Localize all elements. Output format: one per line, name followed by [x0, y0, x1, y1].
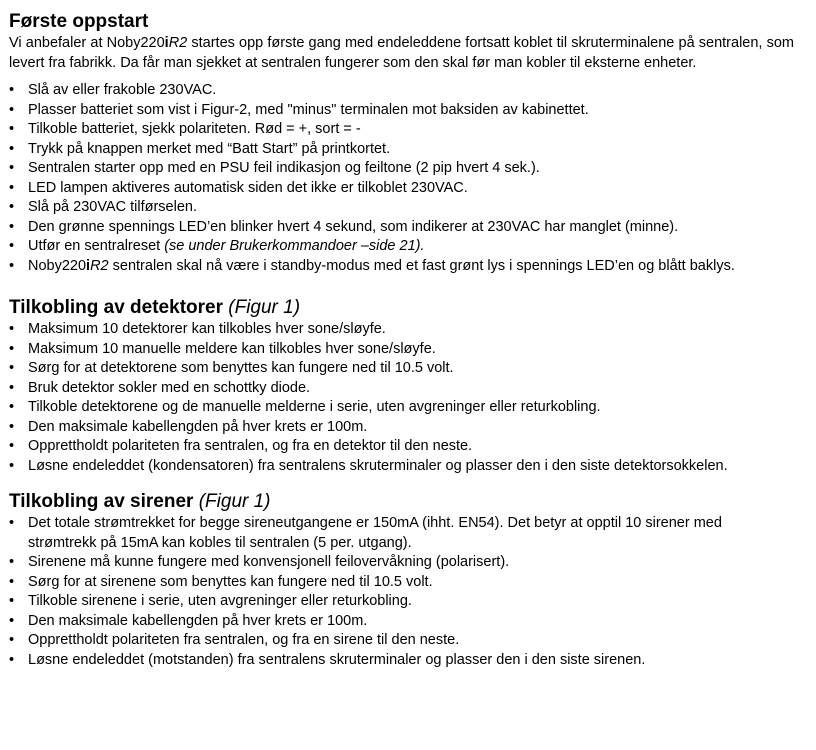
- list-item: • Maksimum 10 manuelle meldere kan tilkobles hver sone/sløyfe.: [9, 340, 794, 360]
- section-detectors: [9, 296, 794, 476]
- list-item: • Trykk på knappen merket med “Batt Start” på printkortet.: [9, 140, 794, 160]
- section-first-startup: [9, 10, 794, 276]
- model-suffix: i: [86, 257, 91, 274]
- list-item: • Løsne endeleddet (kondensatoren) fra sentralens skruterminaler og plasser den i den siste detektorsokkelen.: [9, 457, 794, 477]
- list-item: • Plasser batteriet som vist i Figur-2, med "minus" terminalen mot baksiden av kabinettet.: [9, 101, 794, 121]
- list-item: • Tilkoble batteriet, sjekk polariteten. Rød = +, sort = -: [9, 120, 794, 140]
- section-title: Første oppstart: [9, 11, 149, 32]
- list-item: • Tilkoble sirenene i serie, uten avgreninger eller returkobling.: [9, 592, 794, 612]
- section-title-text: Tilkobling av sirener: [9, 491, 199, 512]
- model-version: R2: [90, 257, 109, 274]
- intro-text: Vi anbefaler at Noby220: [9, 35, 165, 51]
- list-item: • Sirenene må kunne fungere med konvensjonell feilovervåkning (polarisert).: [9, 553, 794, 573]
- model-suffix: i: [164, 35, 169, 51]
- list-item: • Det totale strømtrekket for begge sireneutgangene er 150mA (ihht. EN54). Det betyr at opptil 10 sirener med strømtrekk på 15mA kan kobles til sentralen (5 per. utgang).: [9, 514, 794, 553]
- list-item: • Tilkoble detektorene og de manuelle melderne i serie, uten avgreninger eller returkobling.: [9, 398, 794, 418]
- section-title-text: Tilkobling av detektorer: [9, 297, 229, 318]
- list-item: • Den maksimale kabellengden på hver krets er 100m.: [9, 612, 794, 632]
- intro-paragraph: [9, 34, 794, 73]
- section-title: [9, 296, 794, 320]
- list-item: • Slå på 230VAC tilførselen.: [9, 198, 794, 218]
- list-item: • Sørg for at sirenene som benyttes kan fungere ned til 10.5 volt.: [9, 573, 794, 593]
- list-item: • Løsne endeleddet (motstanden) fra sentralens skruterminaler og plasser den i den siste sirenen.: [9, 651, 794, 671]
- list-item: [9, 237, 794, 257]
- list-item: • Den maksimale kabellengden på hver krets er 100m.: [9, 418, 794, 438]
- list-item: • Bruk detektor sokler med en schottky diode.: [9, 379, 794, 399]
- list-item: • Den grønne spennings LED’en blinker hvert 4 sekund, som indikerer at 230VAC har manglet (minne).: [9, 218, 794, 238]
- list-item: • Maksimum 10 detektorer kan tilkobles hver sone/sløyfe.: [9, 320, 794, 340]
- figure-reference: (Figur 1): [228, 297, 301, 318]
- figure-reference: (Figur 1): [198, 491, 271, 512]
- reset-reference: (se under Brukerkommandoer –side 21).: [164, 238, 425, 254]
- list-item: • Opprettholdt polariteten fra sentralen, og fra en sirene til den neste.: [9, 631, 794, 651]
- standby-text: Noby220: [28, 257, 87, 274]
- intro-text-rest: startes opp første gang med endeleddene fortsatt koblet til skruterminalene på sentralen, som levert fra fabrikk. Da får man sjekket at sentralen fungerer som den skal før man kobler til eksterne enheter.: [9, 35, 794, 71]
- list-item: • Sørg for at detektorene som benyttes kan fungere ned til 10.5 volt.: [9, 359, 794, 379]
- section-title: [9, 490, 794, 514]
- siren-list: [9, 514, 794, 670]
- list-item: • Slå av eller frakoble 230VAC.: [9, 81, 794, 101]
- list-item: • Opprettholdt polariteten fra sentralen, og fra en detektor til den neste.: [9, 437, 794, 457]
- list-item: • LED lampen aktiveres automatisk siden det ikke er tilkoblet 230VAC.: [9, 179, 794, 199]
- list-item: • Sentralen starter opp med en PSU feil indikasjon og feiltone (2 pip hvert 4 sek.).: [9, 159, 794, 179]
- detector-list: [9, 320, 794, 476]
- list-item: [9, 257, 794, 277]
- section-sirens: [9, 490, 794, 670]
- startup-steps-list: [9, 81, 794, 276]
- reset-text: Utfør en sentralreset: [28, 238, 165, 254]
- model-version: R2: [168, 35, 188, 51]
- standby-text-rest: sentralen skal nå være i standby-modus med et fast grønt lys i spennings LED’en og blått baklys.: [108, 257, 735, 274]
